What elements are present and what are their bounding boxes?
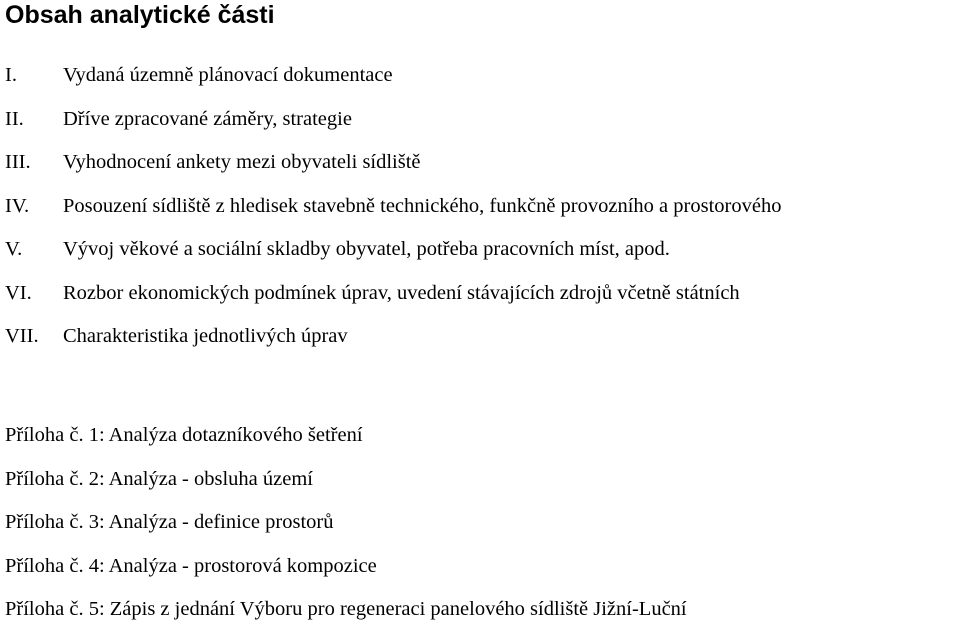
chapter-number: VI. xyxy=(5,281,32,304)
appendix-item: Příloha č. 3: Analýza - definice prostorů xyxy=(5,511,334,533)
chapter-number: I. xyxy=(5,64,17,86)
chapter-list xyxy=(5,61,960,366)
chapter-item xyxy=(5,148,960,192)
chapter-item xyxy=(5,235,960,279)
chapter-number: V. xyxy=(5,238,23,260)
page-title: Obsah analytické části xyxy=(5,1,275,29)
chapter-title: Charakteristika jednotlivých úprav xyxy=(63,325,348,347)
chapter-item xyxy=(5,192,960,236)
chapter-title: Posouzení sídliště z hledisek stavebně technického, funkčně provozního a prostorového xyxy=(63,194,782,217)
chapter-title: Vydaná územně plánovací dokumentace xyxy=(63,64,393,86)
chapter-number: III. xyxy=(5,151,31,173)
chapter-number: II. xyxy=(5,107,24,130)
chapter-item xyxy=(5,105,960,149)
appendix-list xyxy=(5,421,687,639)
chapter-title: Vyhodnocení ankety mezi obyvateli sídliště xyxy=(63,151,421,173)
chapter-title: Vývoj věkové a sociální skladby obyvatel, potřeba pracovních míst, apod. xyxy=(63,238,670,260)
appendix-item: Příloha č. 1: Analýza dotazníkového šetření xyxy=(5,424,363,446)
chapter-item xyxy=(5,61,960,105)
appendix-item: Příloha č. 5: Zápis z jednání Výboru pro regeneraci panelového sídliště Jižní-Luční xyxy=(5,598,687,620)
appendix-item: Příloha č. 4: Analýza - prostorová kompozice xyxy=(5,554,377,577)
appendix-item: Příloha č. 2: Analýza - obsluha území xyxy=(5,467,313,490)
chapter-number: IV. xyxy=(5,194,30,217)
chapter-item xyxy=(5,322,960,366)
chapter-item xyxy=(5,279,960,323)
chapter-title: Dříve zpracované záměry, strategie xyxy=(63,107,352,130)
chapter-number: VII. xyxy=(5,325,39,347)
chapter-title: Rozbor ekonomických podmínek úprav, uvedení stávajících zdrojů včetně státních xyxy=(63,281,740,304)
